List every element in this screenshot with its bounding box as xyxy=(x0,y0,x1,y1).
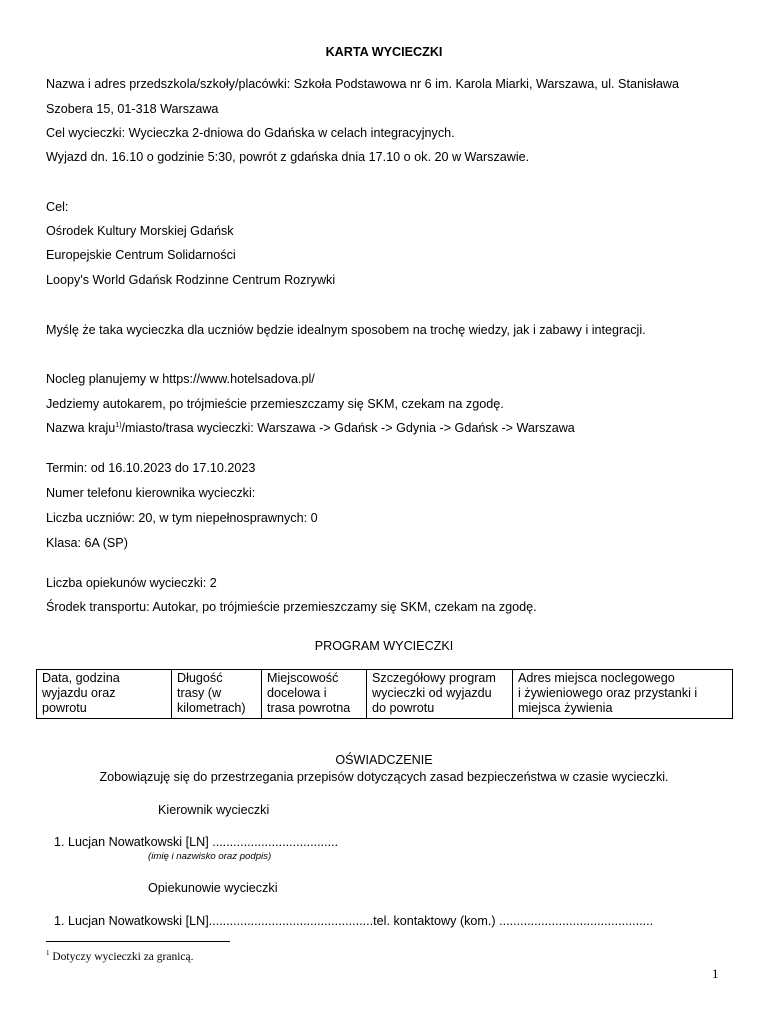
document-title: KARTA WYCIECZKI xyxy=(325,45,443,59)
term-text: Termin: od 16.10.2023 do 17.10.2023 xyxy=(46,461,256,475)
header-cell-program: Szczegółowy program wycieczki od wyjazdu do powrotu xyxy=(367,670,513,719)
header-cell-address: Adres miejsca noclegowego i żywieniowego oraz przystanki i miejsca żywienia xyxy=(513,670,733,719)
opinion-text: Myślę że taka wycieczka dla uczniów będzie idealnym sposobem na trochę wiedzy, jak i zabawy i integracji. xyxy=(46,323,646,337)
goals-label: Cel: xyxy=(46,200,69,214)
lodging-text: Nocleg planujemy w https://www.hotelsadova.pl/ xyxy=(46,372,315,386)
departure-info: Wyjazd dn. 16.10 o godzinie 5:30, powrót z gdańska dnia 17.10 o ok. 20 w Warszawie. xyxy=(46,150,530,164)
footnote-text: Dotyczy wycieczki za granicą. xyxy=(49,951,194,963)
footnote-ref: 1) xyxy=(115,421,122,429)
guardians-count: Liczba opiekunów wycieczki: 2 xyxy=(46,576,217,590)
leader-caption: (imię i nazwisko oraz podpis) xyxy=(148,851,272,862)
students-text: Liczba uczniów: 20, w tym niepełnosprawnych: 0 xyxy=(46,511,318,525)
class-text: Klasa: 6A (SP) xyxy=(46,536,128,550)
school-line-1: Nazwa i adres przedszkola/szkoły/placówki: Szkoła Podstawowa nr 6 im. Karola Miarki, Warszawa, ul. Stanisława xyxy=(46,77,679,91)
program-table xyxy=(36,669,733,719)
statement-title: OŚWIADCZENIE xyxy=(335,753,433,767)
route-label-a: Nazwa kraju xyxy=(46,421,116,435)
header-cell-date: Data, godzina wyjazdu oraz powrotu xyxy=(37,670,172,719)
guardians-label: Opiekunowie wycieczki xyxy=(148,881,278,895)
guardian-entry: 1. Lucjan Nowatkowski [LN]...............................................tel. kontaktowy (kom.) ............................................ xyxy=(54,914,654,928)
transport-text: Środek transportu: Autokar, po trójmieście przemieszczamy się SKM, czekam na zgodę. xyxy=(46,600,537,614)
transport-note: Jedziemy autokarem, po trójmieście przemieszczamy się SKM, czekam na zgodę. xyxy=(46,397,504,411)
route-label-b: /miasto/trasa wycieczki: Warszawa -> Gdańsk -> Gdynia -> Gdańsk -> Warszawa xyxy=(121,421,575,435)
route-line xyxy=(46,420,575,436)
statement-text: Zobowiązuję się do przestrzegania przepisów dotyczących zasad bezpieczeństwa w czasie wycieczki. xyxy=(99,770,669,784)
header-cell-destination: Miejscowość docelowa i trasa powrotna xyxy=(262,670,367,719)
school-line-2: Szobera 15, 01-318 Warszawa xyxy=(46,102,219,116)
trip-purpose: Cel wycieczki: Wycieczka 2-dniowa do Gdańska w celach integracyjnych. xyxy=(46,126,455,140)
phone-text: Numer telefonu kierownika wycieczki: xyxy=(46,486,256,500)
leader-label: Kierownik wycieczki xyxy=(158,803,270,817)
goal-item: Ośrodek Kultury Morskiej Gdańsk xyxy=(46,224,234,238)
leader-entry: 1. Lucjan Nowatkowski [LN] .................................... xyxy=(54,835,339,849)
program-title: PROGRAM WYCIECZKI xyxy=(314,639,454,653)
goal-item: Europejskie Centrum Solidarności xyxy=(46,248,236,262)
footnote xyxy=(46,950,194,964)
page-number: 1 xyxy=(712,966,719,981)
header-cell-length: Długość trasy (w kilometrach) xyxy=(172,670,262,719)
footnote-divider xyxy=(46,941,230,942)
footnote-marker: 1 xyxy=(46,949,50,958)
goal-item: Loopy's World Gdańsk Rodzinne Centrum Rozrywki xyxy=(46,273,336,287)
table-row xyxy=(37,670,733,719)
